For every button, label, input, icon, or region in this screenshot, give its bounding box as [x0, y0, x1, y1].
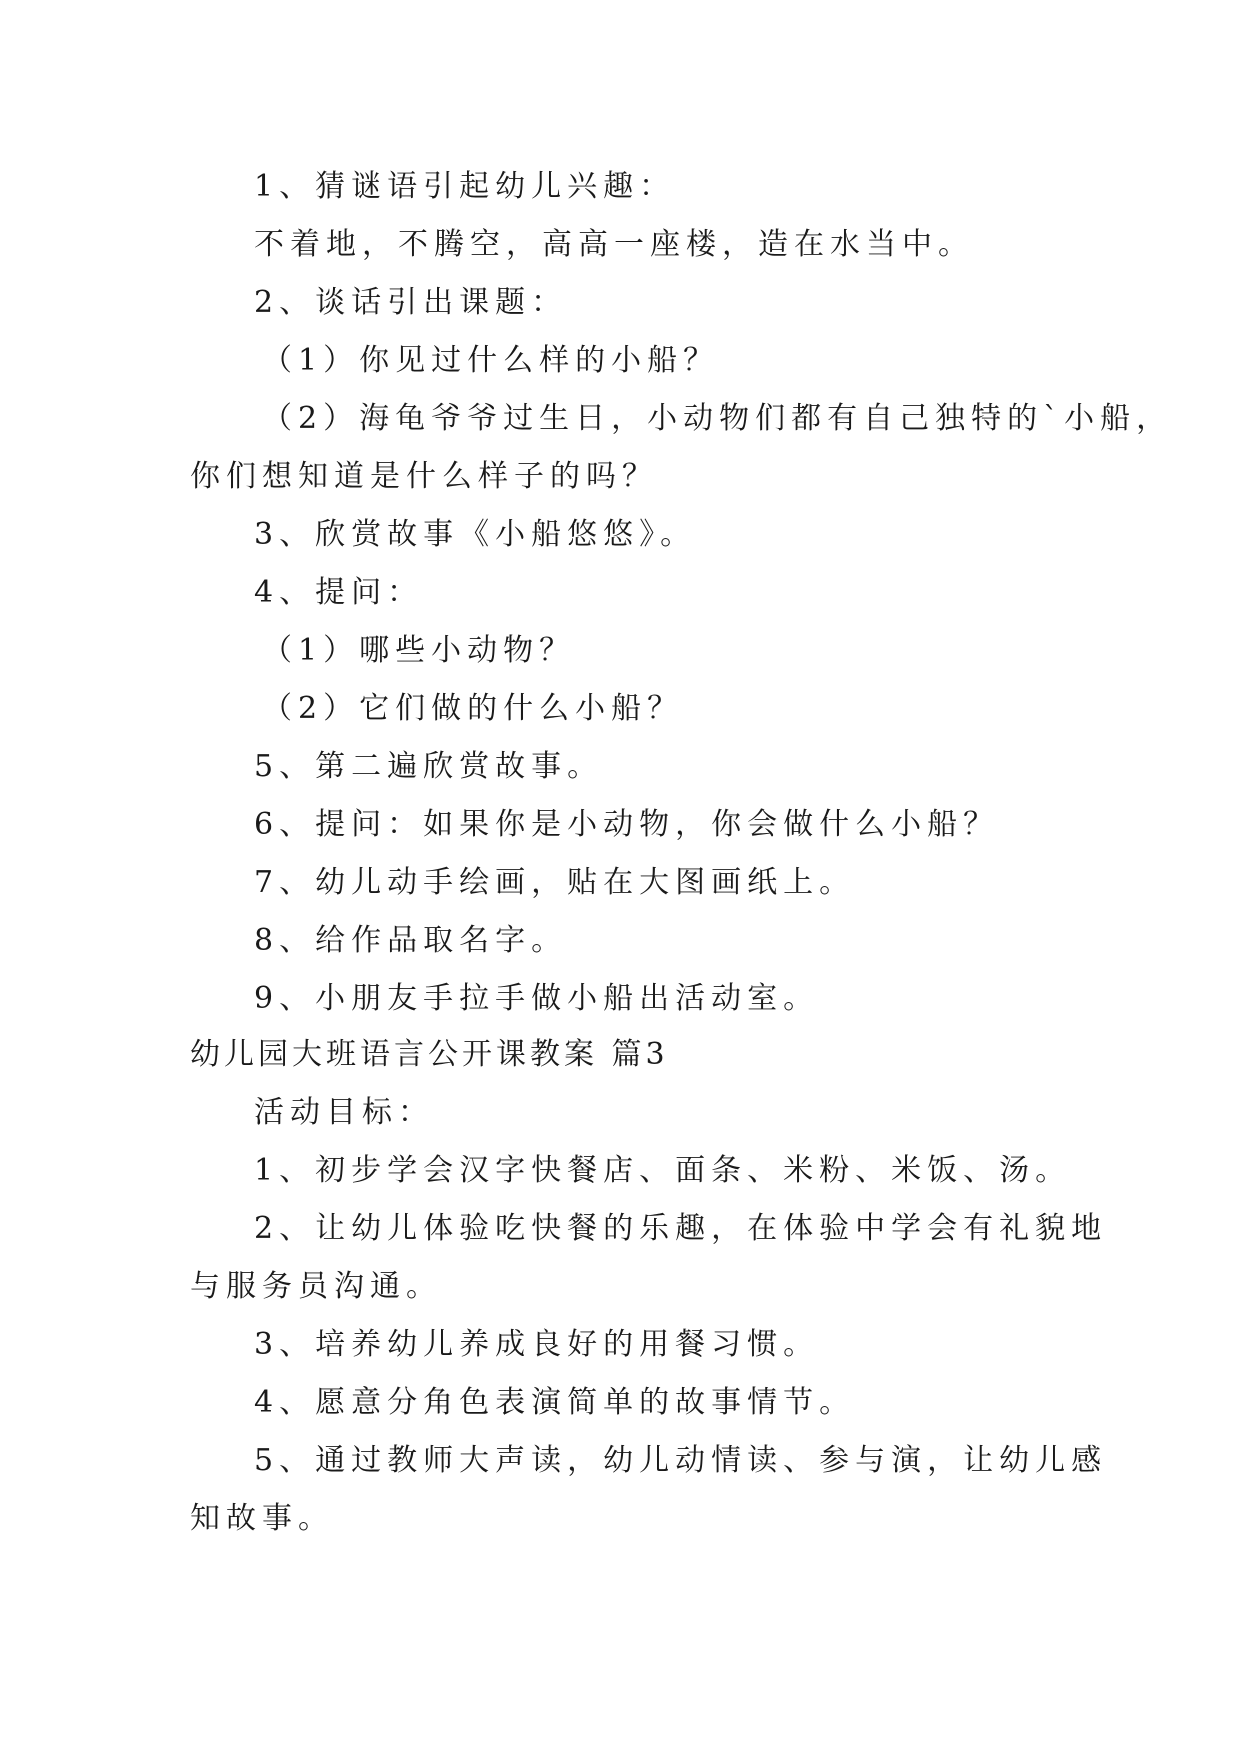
- sub-item-what-boats: （2）它们做的什么小船？: [262, 691, 684, 726]
- objective-2: 2、让幼儿体验吃快餐的乐趣，在体验中学会有礼貌地: [254, 1211, 1108, 1246]
- item-leave-room: 9、小朋友手拉手做小船出活动室。: [254, 981, 820, 1016]
- item-question-if: 6、提问：如果你是小动物，你会做什么小船？: [254, 807, 1000, 842]
- item-drawing: 7、幼儿动手绘画，贴在大图画纸上。: [254, 865, 856, 900]
- objective-3: 3、培养幼儿养成良好的用餐习惯。: [254, 1327, 820, 1362]
- riddle-text: 不着地，不腾空，高高一座楼，造在水当中。: [254, 227, 974, 262]
- section-heading: 幼儿园大班语言公开课教案 篇3: [190, 1037, 669, 1072]
- item-questions: 4、提问：: [254, 575, 424, 610]
- sub-item-which-animals: （1）哪些小动物？: [262, 633, 576, 668]
- item-naming: 8、给作品取名字。: [254, 923, 568, 958]
- sub-item-continuation: 你们想知道是什么样子的吗？: [190, 459, 658, 494]
- sub-item-boats-seen: （1）你见过什么样的小船？: [262, 343, 720, 378]
- objective-2-continuation: 与服务员沟通。: [190, 1269, 442, 1304]
- item-guess-riddle: 1、猜谜语引起幼儿兴趣：: [254, 169, 676, 204]
- sub-item-turtle-birthday: （2）海龟爷爷过生日，小动物们都有自己独特的`小船，: [262, 401, 1173, 436]
- objectives-title: 活动目标：: [254, 1095, 434, 1130]
- item-second-listen: 5、第二遍欣赏故事。: [254, 749, 604, 784]
- objective-5-continuation: 知故事。: [190, 1501, 334, 1536]
- objective-5: 5、通过教师大声读，幼儿动情读、参与演，让幼儿感: [254, 1443, 1108, 1478]
- item-talk-topic: 2、谈话引出课题：: [254, 285, 568, 320]
- item-appreciate-story: 3、欣赏故事《小船悠悠》。: [254, 517, 697, 552]
- objective-1: 1、初步学会汉字快餐店、面条、米粉、米饭、汤。: [254, 1153, 1072, 1188]
- objective-4: 4、愿意分角色表演简单的故事情节。: [254, 1385, 856, 1420]
